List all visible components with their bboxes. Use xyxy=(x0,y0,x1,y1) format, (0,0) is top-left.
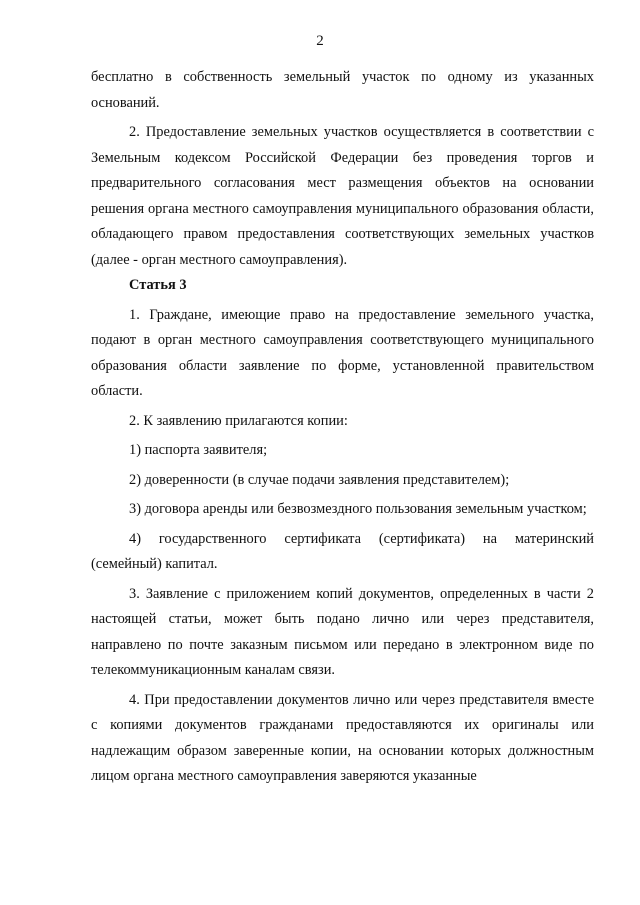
paragraph-2-land-provision: 2. Предоставление земельных участков осуществляется в соответствии с Земельным кодексом Российской Федерации без проведения торгов и предварительного согласования мест размещения объектов на основании решения органа местного самоуправления муниципального образования области, обладающего правом предоставления соответствующих земельных участков (далее - орган местного самоуправления). xyxy=(91,124,594,268)
article-3-heading: Статья 3 xyxy=(129,277,187,293)
list-item-passport: 1) паспорта заявителя; xyxy=(129,442,268,458)
paragraph-article3-item3: 3. Заявление с приложением копий документов, определенных в части 2 настоящей статьи, может быть подано лично или через представителя, направлено по почте заказным письмом или передано в электронном виде по телекоммуникационным каналам связи. xyxy=(91,585,594,678)
paragraph-article3-item1: 1. Граждане, имеющие право на предоставление земельного участка, подают в орган местного самоуправления соответствующего муниципального образования области заявление по форме, установленной правительством области. xyxy=(91,306,594,399)
page-number: 2 xyxy=(316,33,324,49)
paragraph-article3-item4: 4. При предоставлении документов лично или через представителя вместе с копиями документов гражданами предоставляются их оригиналы или надлежащим образом заверенные копии, на основании которых должностным лицом органа местного самоуправления заверяются указанные xyxy=(91,691,594,784)
list-item-lease-agreement: 3) договора аренды или безвозмездного пользования земельным участком; xyxy=(129,501,587,517)
document-body xyxy=(91,65,594,790)
paragraph-article3-item2: 2. К заявлению прилагаются копии: xyxy=(129,412,348,429)
list-item-maternity-certificate: 4) государственного сертификата (сертификата) на материнский (семейный) капитал. xyxy=(91,530,594,572)
paragraph-continuation: бесплатно в собственность земельный участок по одному из указанных оснований. xyxy=(91,69,594,111)
list-item-power-of-attorney: 2) доверенности (в случае подачи заявления представителем); xyxy=(129,471,510,488)
